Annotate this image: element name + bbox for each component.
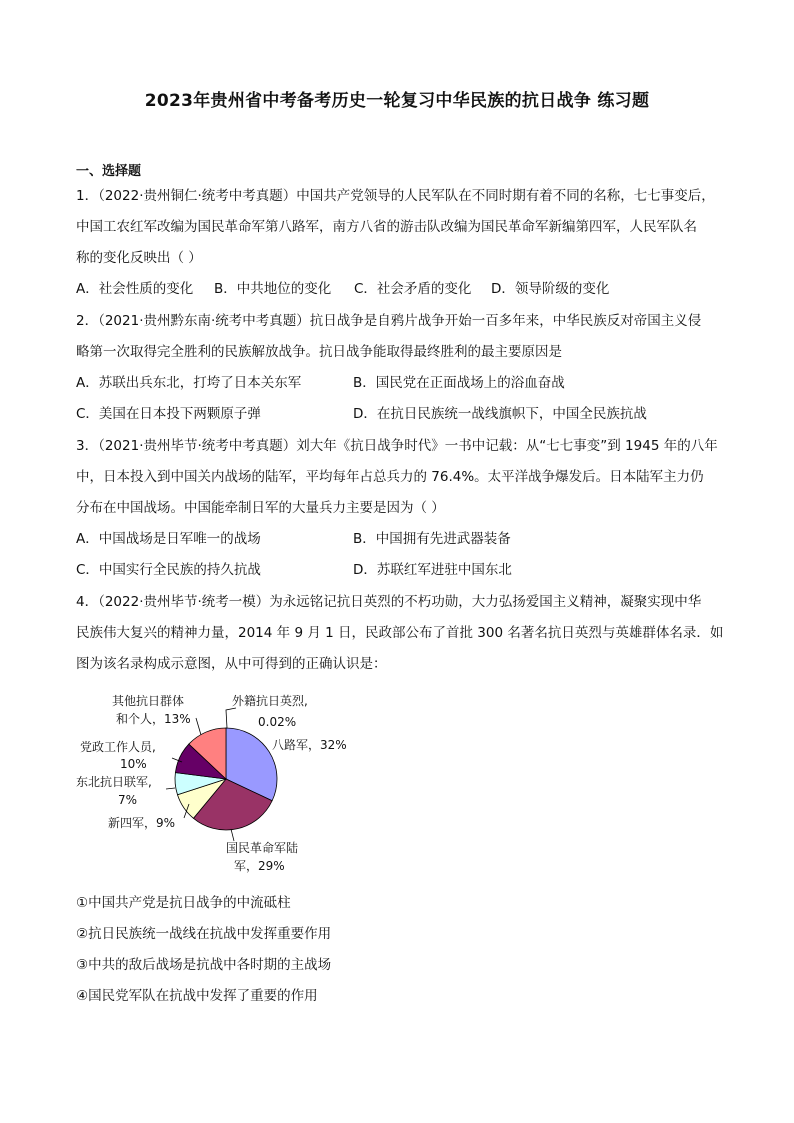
q2-option-d[interactable]: D．在抗日民族统一战线旗帜下，中国全民族抗战 <box>353 406 647 422</box>
q2-option-a[interactable]: A．苏联出兵东北，打垮了日本关东军 <box>76 375 302 391</box>
label-other-line-2: 和个人，13% <box>116 712 191 726</box>
statement-4: ④国民党军队在抗战中发挥了重要的作用 <box>76 988 318 1004</box>
label-nationalist-army-line-2: 军，29% <box>234 859 285 873</box>
q3-line-1: 3．（2021·贵州毕节·统考中考真题）刘大年《抗日战争时代》一书中记载：从“七七事变”到 1945 年的八年 <box>76 438 718 454</box>
q1-option-d[interactable]: D．领导阶级的变化 <box>491 281 610 297</box>
q3-option-d[interactable]: D．苏联红军进驻中国东北 <box>353 562 512 578</box>
q2-option-c[interactable]: C．美国在日本投下两颗原子弹 <box>76 406 261 422</box>
leader-line <box>196 718 201 735</box>
q4-line-2: 民族伟大复兴的精神力量，2014 年 9 月 1 日，民政部公布了首批 300 名著名抗日英烈与英雄群体名录．如 <box>76 625 724 641</box>
leader-line <box>231 829 234 841</box>
q3-option-a[interactable]: A．中国战场是日军唯一的战场 <box>76 531 261 547</box>
leader-line <box>226 708 236 728</box>
pie-chart-svg <box>76 686 376 881</box>
label-eighth-route-army: 八路军，32% <box>272 738 347 752</box>
label-foreign-line-1: 外籍抗日英烈, <box>232 694 308 708</box>
q1-option-a[interactable]: A．社会性质的变化 <box>76 281 194 297</box>
label-northeast-army-line-1: 东北抗日联军, <box>76 775 152 789</box>
label-party-staff-line-2: 10% <box>120 757 147 771</box>
q2-line-2: 略第一次取得完全胜利的民族解放战争。抗日战争能取得最终胜利的最主要原因是 <box>76 344 562 360</box>
section-heading: 一、选择题 <box>76 164 142 179</box>
q3-line-3: 分布在中国战场。中国能牵制日军的大量兵力主要是因为（ ） <box>76 500 445 516</box>
label-party-staff-line-1: 党政工作人员, <box>80 740 156 754</box>
pie-chart <box>76 686 376 881</box>
q3-option-b[interactable]: B．中国拥有先进武器装备 <box>353 531 511 547</box>
q3-line-2: 中，日本投入到中国关内战场的陆军，平均每年占总兵力的 76.4%。太平洋战争爆发后。日本陆军主力仍 <box>76 469 704 485</box>
q1-option-c[interactable]: C．社会矛盾的变化 <box>354 281 472 297</box>
q1-line-3: 称的变化反映出（ ） <box>76 250 202 266</box>
leader-line <box>166 788 175 789</box>
label-foreign-line-2: 0.02% <box>258 715 297 729</box>
statement-2: ②抗日民族统一战线在抗战中发挥重要作用 <box>76 926 332 942</box>
q2-option-b[interactable]: B．国民党在正面战场上的浴血奋战 <box>353 375 565 391</box>
label-other-line-1: 其他抗日群体 <box>112 694 185 708</box>
label-northeast-army-line-2: 7% <box>118 793 138 807</box>
q1-line-2: 中国工农红军改编为国民革命军第八路军，南方八省的游击队改编为国民革命军新编第四军，人民军队名 <box>76 219 697 235</box>
statement-1: ①中国共产党是抗日战争的中流砥柱 <box>76 895 291 911</box>
q4-line-1: 4．（2022·贵州毕节·统考一模）为永远铭记抗日英烈的不朽功勋，大力弘扬爱国主义精神，凝聚实现中华 <box>76 594 702 610</box>
q1-option-b[interactable]: B．中共地位的变化 <box>214 281 332 297</box>
label-new-fourth-army: 新四军，9% <box>108 816 176 830</box>
q3-option-c[interactable]: C．中国实行全民族的持久抗战 <box>76 562 261 578</box>
q2-line-1: 2．（2021·贵州黔东南·统考中考真题）抗日战争是自鸦片战争开始一百多年来，中华民族反对帝国主义侵 <box>76 313 702 329</box>
label-nationalist-army-line-1: 国民革命军陆 <box>226 841 299 855</box>
statement-3: ③中共的敌后战场是抗战中各时期的主战场 <box>76 957 332 973</box>
q1-line-1: 1．（2022·贵州铜仁·统考中考真题）中国共产党领导的人民军队在不同时期有着不同的名称，七七事变后， <box>76 188 715 204</box>
page-title: 2023年贵州省中考备考历史一轮复习中华民族的抗日战争 练习题 <box>144 91 650 111</box>
q4-line-3: 图为该名录构成示意图，从中可得到的正确认识是： <box>76 656 387 672</box>
